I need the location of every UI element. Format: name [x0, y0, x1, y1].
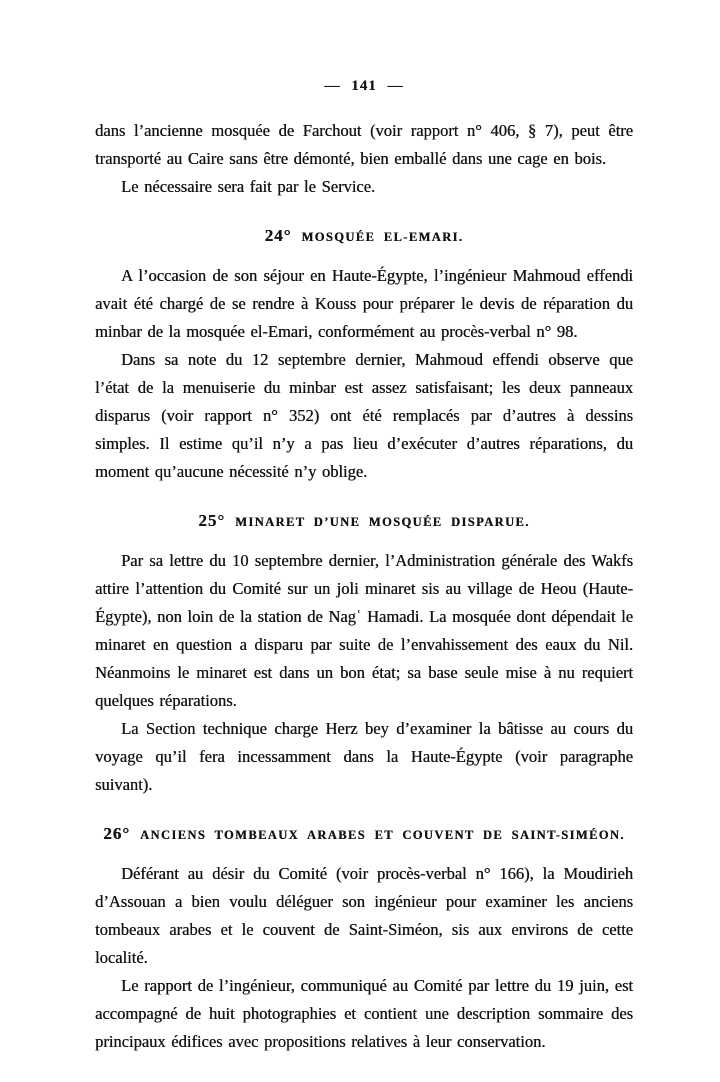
- section-title-tombeaux-saint-simeon: ANCIENS TOMBEAUX ARABES ET COUVENT DE SAINT-SIMÉON.: [140, 828, 625, 842]
- page-number: — 141 —: [324, 78, 404, 94]
- section-title-mosquee-el-emari: MOSQUÉE EL-EMARI.: [301, 230, 464, 244]
- paragraph-note-12-septembre: Dans sa note du 12 septembre dernier, Mahmoud effendi observe que l’état de la menuiserie du minbar est assez satisfaisant; les deux panneaux disparus (voir rapport n° 352) ont été remplacés par d’autres à dessins simples. Il estime qu’il n’y a pas lieu d’exécuter d’autres réparations, du moment qu’aucune nécessité n’y oblige.: [95, 350, 633, 481]
- section-heading-26: [95, 819, 633, 846]
- section-title-minaret-disparue: MINARET D’UNE MOSQUÉE DISPARUE.: [235, 515, 530, 529]
- paragraph-occasion-sejour: A l’occasion de son séjour en Haute-Égypte, l’ingénieur Mahmoud effendi avait été chargé de se rendre à Kouss pour préparer le devis de réparation du minbar de la mosquée el-Emari, conformément au procès-verbal n° 98.: [95, 266, 633, 341]
- paragraph-le-necessaire: Le nécessaire sera fait par le Service.: [121, 177, 376, 196]
- paragraph-deferant-comite: Déférant au désir du Comité (voir procès-verbal n° 166), la Moudirieh d’Assouan a bien voulu déléguer son ingénieur pour examiner les anciens tombeaux arabes et le couvent de Saint-Siméon, sis aux environs de cette localité.: [95, 864, 633, 967]
- section-heading-25: [95, 506, 633, 533]
- section-number-25: 25°: [198, 511, 226, 530]
- section-number-26: 26°: [103, 824, 131, 843]
- paragraph-section-technique-herz-bey: La Section technique charge Herz bey d’examiner la bâtisse au cours du voyage qu’il fera incessamment dans la Haute-Égypte (voir paragraphe suivant).: [95, 719, 633, 794]
- section-heading-24: [95, 221, 633, 248]
- paragraph-farchout-continuation: dans l’ancienne mosquée de Farchout (voir rapport n° 406, § 7), peut être transporté au Caire sans être démonté, bien emballé dans une cage en bois.: [95, 121, 633, 168]
- section-number-24: 24°: [264, 226, 292, 245]
- paragraph-rapport-ingenieur: Le rapport de l’ingénieur, communiqué au Comité par lettre du 19 juin, est accompagné de huit photographies et contient une description sommaire des principaux édifices avec propositions relatives à leur conservation.: [95, 976, 633, 1051]
- paragraph-lettre-10-septembre: Par sa lettre du 10 septembre dernier, l’Administration générale des Wakfs attire l’attention du Comité sur un joli minaret sis au village de Heou (Haute-Égypte), non loin de la station de Nagʿ Hamadi. La mosquée dont dépendait le minaret en question a disparu par suite de l’envahissement des eaux du Nil. Néanmoins le minaret est dans un bon état; sa base seule mise à nu requiert quelques réparations.: [95, 551, 633, 710]
